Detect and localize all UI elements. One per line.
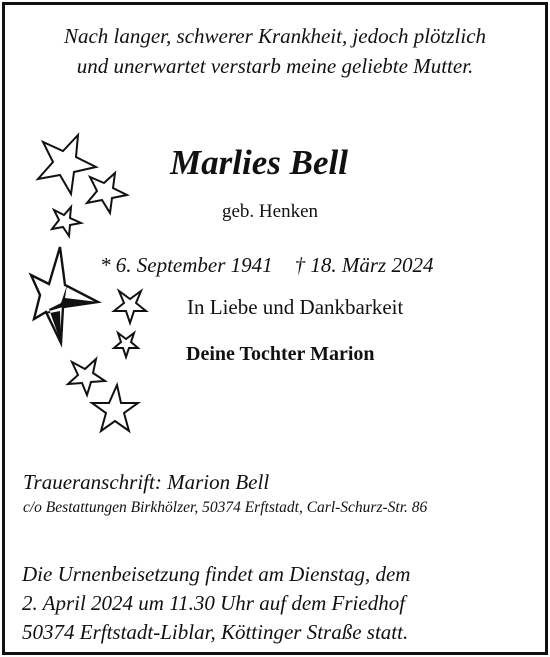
deceased-name: Marlies Bell (170, 143, 348, 182)
star-icon (52, 207, 81, 236)
star-icon (114, 333, 138, 357)
star-icon (31, 247, 98, 343)
star-icon (68, 359, 105, 395)
address-heading: Traueranschrift: Marion Bell (23, 470, 270, 494)
obituary-notice (2, 2, 548, 655)
star-icon (38, 135, 96, 194)
stars-decoration (5, 5, 185, 445)
funeral-line-2: 2. April 2024 um 11.30 Uhr auf dem Friedhof (22, 591, 406, 615)
star-icon (92, 385, 138, 431)
signature: Deine Tochter Marion (186, 343, 375, 365)
intro-line-2: und unerwartet verstarb meine geliebte Mutter. (76, 54, 474, 78)
maiden-name: geb. Henken (222, 201, 319, 222)
thanks-line: In Liebe und Dankbarkeit (187, 295, 404, 319)
funeral-line-1: Die Urnenbeisetzung findet am Dienstag, dem (22, 562, 411, 586)
star-icon (87, 173, 127, 213)
birth-date: * 6. September 1941 (100, 253, 273, 277)
death-date: † 18. März 2024 (294, 253, 434, 277)
funeral-line-3: 50374 Erftstadt-Liblar, Köttinger Straße statt. (22, 620, 409, 644)
funeral-info (22, 560, 410, 647)
intro-line-1: Nach langer, schwerer Krankheit, jedoch plötzlich (63, 24, 487, 48)
life-dates (100, 253, 433, 278)
address-line: c/o Bestattungen Birkhölzer, 50374 Erftstadt, Carl-Schurz-Str. 86 (23, 499, 428, 516)
star-icon (114, 291, 146, 323)
